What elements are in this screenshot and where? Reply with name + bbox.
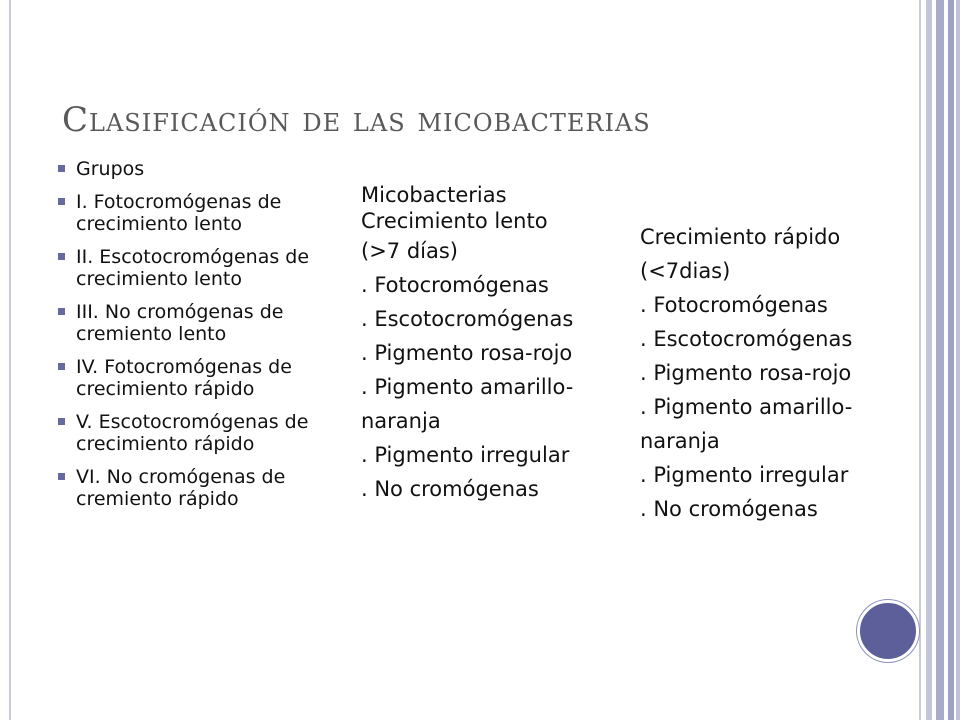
column-item: . Fotocromógenas	[361, 273, 549, 297]
list-item-text: V. Escotocromógenas de crecimiento rápido	[76, 411, 309, 455]
column-item: . Pigmento amarillo-	[640, 395, 853, 419]
column-item: . Pigmento rosa-rojo	[361, 341, 573, 365]
column-item: . No cromógenas	[361, 477, 539, 501]
column-subheading: (<7dias)	[640, 259, 731, 283]
square-bullet-icon	[58, 363, 65, 370]
list-item	[48, 158, 338, 180]
list-item	[48, 356, 338, 400]
list-item	[48, 301, 338, 345]
side-rail	[956, 0, 960, 720]
decorative-circle	[857, 600, 919, 662]
list-item	[48, 246, 338, 290]
list-item-text: Grupos	[76, 158, 145, 180]
slow-growth-column	[361, 182, 573, 506]
column-heading: Micobacterias	[361, 183, 507, 207]
groups-list	[48, 158, 338, 521]
list-item-text: IV. Fotocromógenas de crecimiento rápido	[76, 356, 292, 400]
list-item	[48, 411, 338, 455]
slide-title: Clasificación de las micobacterias	[62, 100, 651, 140]
square-bullet-icon	[58, 253, 65, 260]
column-subheading: (>7 días)	[361, 239, 458, 263]
square-bullet-icon	[58, 165, 65, 172]
column-item: . Pigmento irregular	[361, 443, 570, 467]
side-rail	[948, 0, 954, 720]
list-item	[48, 191, 338, 235]
square-bullet-icon	[58, 418, 65, 425]
column-item: . Pigmento irregular	[640, 463, 849, 487]
list-item	[48, 466, 338, 510]
column-item: . Escotocromógenas	[361, 307, 574, 331]
column-item: . No cromógenas	[640, 497, 818, 521]
column-item: . Escotocromógenas	[640, 327, 853, 351]
square-bullet-icon	[58, 308, 65, 315]
square-bullet-icon	[58, 198, 65, 205]
fast-growth-column	[640, 220, 852, 526]
column-item: naranja	[640, 429, 720, 453]
list-item-text: II. Escotocromógenas de crecimiento lento	[76, 246, 310, 290]
side-rail	[926, 0, 932, 720]
column-item: naranja	[361, 409, 441, 433]
square-bullet-icon	[58, 473, 65, 480]
column-item: . Pigmento rosa-rojo	[640, 361, 852, 385]
column-item: . Fotocromógenas	[640, 293, 828, 317]
list-item-text: VI. No cromógenas de cremiento rápido	[76, 466, 286, 510]
side-rail	[936, 0, 944, 720]
column-heading: Crecimiento lento	[361, 209, 548, 233]
list-item-text: III. No cromógenas de cremiento lento	[76, 301, 284, 345]
column-item: . Pigmento amarillo-	[361, 375, 574, 399]
list-item-text: I. Fotocromógenas de crecimiento lento	[76, 191, 282, 235]
column-heading: Crecimiento rápido	[640, 225, 841, 249]
